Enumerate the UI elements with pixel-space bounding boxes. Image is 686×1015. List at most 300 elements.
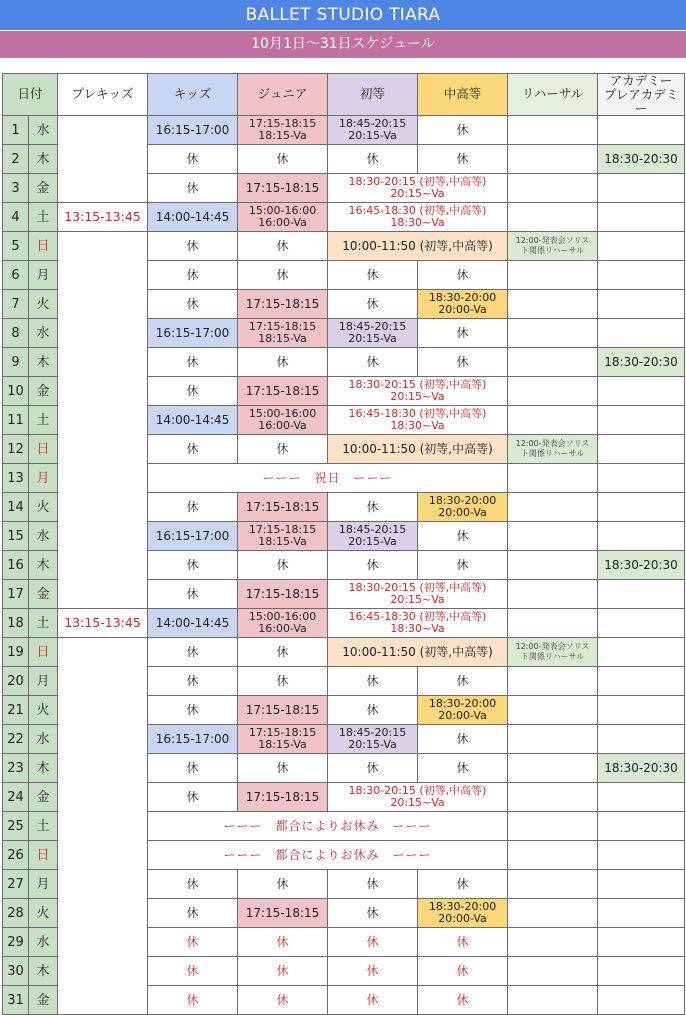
kids-cell: 休 [148, 696, 238, 725]
academy-cell [598, 522, 685, 551]
col-chukoto: 中高等 [418, 74, 508, 116]
chukoto-cell [418, 899, 508, 928]
pre-kids-cell: 13:15-13:45 [58, 609, 148, 638]
weekday: 金 [29, 174, 58, 203]
day-row [3, 232, 685, 261]
shoto-chukoto-cell [328, 377, 508, 406]
shoto-cell: 休 [328, 870, 418, 899]
shoto-cell: 休 [328, 290, 418, 319]
shoto-cell: 休 [328, 928, 418, 957]
shoto-chukoto-cell: 10:00-11:50 (初等,中高等) [328, 232, 508, 261]
weekday: 木 [29, 957, 58, 986]
junior-cell: 17:15-18:15 [238, 899, 328, 928]
shoto-cell: 休 [328, 261, 418, 290]
span-va: 20:15~Va [390, 796, 445, 810]
rehearsal-cell [508, 290, 598, 319]
span-time: 16:45-18:30 (初等,中高等) [348, 407, 487, 421]
col-rehearsal: リハーサル [508, 74, 598, 116]
junior-cell [238, 406, 328, 435]
schedule-subtitle: 10月1日〜31日スケジュール [0, 31, 686, 58]
weekday: 月 [29, 261, 58, 290]
academy-cell [598, 261, 685, 290]
academy-cell [598, 493, 685, 522]
rehearsal-cell [508, 522, 598, 551]
day-row [3, 203, 685, 232]
chukoto-cell: 休 [418, 145, 508, 174]
shoto-time: 18:45-20:15 [338, 523, 407, 537]
academy-cell [598, 174, 685, 203]
chukoto-va: 20:00-Va [438, 506, 487, 520]
rehearsal-cell [508, 986, 598, 1015]
junior-cell: 休 [238, 986, 328, 1015]
junior-va: 18:15-Va [258, 535, 307, 549]
academy-cell [598, 899, 685, 928]
pre-kids-cell [58, 116, 148, 203]
weekday: 木 [29, 348, 58, 377]
junior-cell: 休 [238, 145, 328, 174]
junior-cell: 17:15-18:15 [238, 783, 328, 812]
kids-cell: 14:00-14:45 [148, 406, 238, 435]
chukoto-cell: 休 [418, 928, 508, 957]
academy-cell [598, 232, 685, 261]
kids-cell: 16:15-17:00 [148, 725, 238, 754]
academy-cell: 18:30-20:30 [598, 551, 685, 580]
chukoto-time: 18:30-20:00 [428, 697, 497, 711]
chukoto-time: 18:30-20:00 [428, 494, 497, 508]
day-row [3, 116, 685, 145]
chukoto-va: 20:00-Va [438, 709, 487, 723]
date-number: 21 [3, 696, 29, 725]
rehearsal-cell [508, 754, 598, 783]
weekday: 木 [29, 754, 58, 783]
junior-time: 17:15-18:15 [248, 117, 317, 131]
rehearsal-line: 12:00-発表会ソリス [515, 236, 590, 246]
kids-cell: 16:15-17:00 [148, 116, 238, 145]
junior-cell: 休 [238, 667, 328, 696]
chukoto-cell: 休 [418, 725, 508, 754]
chukoto-cell: 休 [418, 116, 508, 145]
rehearsal-cell [508, 261, 598, 290]
rehearsal-line: ト関係リハーサル [520, 449, 585, 459]
kids-cell: 休 [148, 899, 238, 928]
date-number: 27 [3, 870, 29, 899]
junior-cell: 休 [238, 957, 328, 986]
kids-cell: 休 [148, 580, 238, 609]
weekday: 水 [29, 928, 58, 957]
date-number: 7 [3, 290, 29, 319]
date-number: 10 [3, 377, 29, 406]
rehearsal-cell [508, 957, 598, 986]
junior-cell: 休 [238, 638, 328, 667]
holiday-note: ーーー 祝日 ーーー [148, 464, 508, 493]
shoto-chukoto-cell [328, 783, 508, 812]
kids-cell: 休 [148, 261, 238, 290]
col-academy: アカデミー プレアカデミー [598, 74, 685, 116]
date-number: 28 [3, 899, 29, 928]
shoto-cell: 休 [328, 493, 418, 522]
date-number: 4 [3, 203, 29, 232]
kids-cell: 休 [148, 290, 238, 319]
date-number: 11 [3, 406, 29, 435]
col-day: 日付 [3, 74, 58, 116]
shoto-chukoto-cell [328, 203, 508, 232]
day-row [3, 638, 685, 667]
chukoto-time: 18:30-20:00 [428, 900, 497, 914]
chukoto-time: 18:30-20:00 [428, 291, 497, 305]
weekday: 木 [29, 145, 58, 174]
junior-va: 16:00-Va [258, 622, 307, 636]
junior-cell: 17:15-18:15 [238, 580, 328, 609]
junior-cell: 休 [238, 261, 328, 290]
academy-cell [598, 812, 685, 841]
junior-time: 15:00-16:00 [248, 407, 317, 421]
span-va: 20:15~Va [390, 187, 445, 201]
kids-cell: 16:15-17:00 [148, 319, 238, 348]
chukoto-cell: 休 [418, 667, 508, 696]
academy-cell [598, 609, 685, 638]
date-number: 30 [3, 957, 29, 986]
weekday: 土 [29, 203, 58, 232]
weekday: 火 [29, 290, 58, 319]
shoto-cell: 休 [328, 348, 418, 377]
rehearsal-line: 12:00-発表会ソリス [515, 439, 590, 449]
studio-title: BALLET STUDIO TIARA [0, 0, 686, 30]
junior-cell: 休 [238, 348, 328, 377]
rehearsal-cell [508, 116, 598, 145]
weekday: 日 [29, 435, 58, 464]
kids-cell: 休 [148, 783, 238, 812]
academy-cell [598, 203, 685, 232]
shoto-cell: 休 [328, 957, 418, 986]
kids-cell: 休 [148, 348, 238, 377]
kids-cell: 休 [148, 667, 238, 696]
shoto-cell [328, 116, 418, 145]
span-time: 18:30-20:15 (初等,中高等) [348, 175, 487, 189]
junior-cell [238, 203, 328, 232]
date-number: 20 [3, 667, 29, 696]
kids-cell: 休 [148, 957, 238, 986]
junior-cell: 休 [238, 232, 328, 261]
kids-cell: 休 [148, 145, 238, 174]
date-number: 29 [3, 928, 29, 957]
rehearsal-cell [508, 406, 598, 435]
junior-time: 17:15-18:15 [248, 320, 317, 334]
junior-cell: 17:15-18:15 [238, 377, 328, 406]
pre-kids-cell [58, 232, 148, 609]
weekday: 金 [29, 783, 58, 812]
academy-cell [598, 667, 685, 696]
shoto-cell: 休 [328, 986, 418, 1015]
rehearsal-cell [508, 145, 598, 174]
academy-cell [598, 783, 685, 812]
academy-cell: 18:30-20:30 [598, 145, 685, 174]
junior-cell [238, 609, 328, 638]
kids-cell: 休 [148, 638, 238, 667]
date-number: 6 [3, 261, 29, 290]
weekday: 金 [29, 377, 58, 406]
shoto-chukoto-cell [328, 406, 508, 435]
junior-cell [238, 116, 328, 145]
shoto-cell [328, 319, 418, 348]
kids-cell: 14:00-14:45 [148, 203, 238, 232]
kids-cell: 休 [148, 754, 238, 783]
col-kids: キッズ [148, 74, 238, 116]
date-number: 9 [3, 348, 29, 377]
date-number: 3 [3, 174, 29, 203]
col-junior: ジュニア [238, 74, 328, 116]
kids-cell: 休 [148, 435, 238, 464]
academy-cell [598, 319, 685, 348]
rehearsal-cell [508, 899, 598, 928]
kids-cell: 休 [148, 928, 238, 957]
rehearsal-cell [508, 174, 598, 203]
shoto-va: 20:15-Va [348, 535, 397, 549]
academy-cell: 18:30-20:30 [598, 754, 685, 783]
rehearsal-cell [508, 348, 598, 377]
junior-cell [238, 319, 328, 348]
chukoto-va: 20:00-Va [438, 912, 487, 926]
shoto-chukoto-cell [328, 609, 508, 638]
rehearsal-cell [508, 870, 598, 899]
rehearsal-line: ト関係リハーサル [520, 652, 585, 662]
junior-va: 16:00-Va [258, 216, 307, 230]
date-number: 16 [3, 551, 29, 580]
weekday: 月 [29, 667, 58, 696]
date-number: 19 [3, 638, 29, 667]
academy-cell: 18:30-20:30 [598, 348, 685, 377]
weekday: 月 [29, 870, 58, 899]
rehearsal-cell [508, 493, 598, 522]
academy-cell [598, 290, 685, 319]
span-time: 16:45-18:30 (初等,中高等) [348, 204, 487, 218]
weekday: 金 [29, 580, 58, 609]
pre-kids-cell [58, 638, 148, 1015]
rehearsal-cell [508, 609, 598, 638]
rehearsal-cell [508, 203, 598, 232]
date-number: 18 [3, 609, 29, 638]
chukoto-cell: 休 [418, 957, 508, 986]
academy-cell [598, 638, 685, 667]
junior-cell: 休 [238, 435, 328, 464]
shoto-cell: 休 [328, 899, 418, 928]
closed-note: ーーー 都合によりお休み ーーー [148, 812, 508, 841]
kids-cell: 休 [148, 232, 238, 261]
date-number: 5 [3, 232, 29, 261]
academy-cell [598, 580, 685, 609]
academy-cell [598, 841, 685, 870]
date-number: 25 [3, 812, 29, 841]
weekday: 水 [29, 319, 58, 348]
shoto-chukoto-cell [328, 174, 508, 203]
junior-cell: 休 [238, 928, 328, 957]
date-number: 26 [3, 841, 29, 870]
span-time: 16:45-18:30 (初等,中高等) [348, 610, 487, 624]
weekday: 日 [29, 841, 58, 870]
rehearsal-cell [508, 232, 598, 261]
weekday: 土 [29, 609, 58, 638]
span-va: 18:30~Va [390, 216, 445, 230]
weekday: 金 [29, 986, 58, 1015]
academy-cell [598, 464, 685, 493]
academy-cell [598, 435, 685, 464]
chukoto-cell: 休 [418, 986, 508, 1015]
span-va: 20:15~Va [390, 593, 445, 607]
chukoto-cell: 休 [418, 754, 508, 783]
weekday: 日 [29, 232, 58, 261]
rehearsal-line: ト関係リハーサル [520, 246, 585, 256]
rehearsal-cell [508, 580, 598, 609]
shoto-time: 18:45-20:15 [338, 117, 407, 131]
date-number: 14 [3, 493, 29, 522]
date-number: 12 [3, 435, 29, 464]
pre-kids-cell: 13:15-13:45 [58, 203, 148, 232]
span-va: 20:15~Va [390, 390, 445, 404]
date-number: 31 [3, 986, 29, 1015]
date-number: 22 [3, 725, 29, 754]
weekday: 火 [29, 696, 58, 725]
shoto-cell: 休 [328, 696, 418, 725]
junior-time: 17:15-18:15 [248, 726, 317, 740]
date-number: 15 [3, 522, 29, 551]
weekday: 火 [29, 493, 58, 522]
junior-cell: 17:15-18:15 [238, 696, 328, 725]
shoto-cell: 休 [328, 754, 418, 783]
date-number: 2 [3, 145, 29, 174]
rehearsal-cell [508, 841, 598, 870]
rehearsal-cell [508, 377, 598, 406]
academy-cell [598, 725, 685, 754]
date-number: 23 [3, 754, 29, 783]
weekday: 日 [29, 638, 58, 667]
weekday: 水 [29, 522, 58, 551]
kids-cell: 14:00-14:45 [148, 609, 238, 638]
academy-cell [598, 928, 685, 957]
date-number: 17 [3, 580, 29, 609]
rehearsal-cell [508, 928, 598, 957]
chukoto-cell: 休 [418, 261, 508, 290]
weekday: 水 [29, 725, 58, 754]
weekday: 土 [29, 406, 58, 435]
junior-cell: 17:15-18:15 [238, 290, 328, 319]
junior-cell [238, 725, 328, 754]
rehearsal-cell [508, 319, 598, 348]
academy-cell [598, 870, 685, 899]
date-number: 13 [3, 464, 29, 493]
span-time: 18:30-20:15 (初等,中高等) [348, 581, 487, 595]
schedule-table [2, 73, 685, 1015]
junior-va: 16:00-Va [258, 419, 307, 433]
kids-cell: 休 [148, 493, 238, 522]
rehearsal-cell [508, 464, 598, 493]
chukoto-cell [418, 290, 508, 319]
kids-cell: 休 [148, 174, 238, 203]
junior-cell: 17:15-18:15 [238, 174, 328, 203]
rehearsal-cell [508, 551, 598, 580]
chukoto-va: 20:00-Va [438, 303, 487, 317]
shoto-time: 18:45-20:15 [338, 726, 407, 740]
day-row [3, 609, 685, 638]
junior-va: 18:15-Va [258, 129, 307, 143]
span-time: 18:30-20:15 (初等,中高等) [348, 378, 487, 392]
span-va: 18:30~Va [390, 419, 445, 433]
col-pre-kids: プレキッズ [58, 74, 148, 116]
junior-cell: 休 [238, 870, 328, 899]
weekday: 火 [29, 899, 58, 928]
date-number: 24 [3, 783, 29, 812]
weekday: 木 [29, 551, 58, 580]
chukoto-cell: 休 [418, 319, 508, 348]
rehearsal-cell [508, 725, 598, 754]
shoto-cell: 休 [328, 145, 418, 174]
academy-cell [598, 957, 685, 986]
kids-cell: 16:15-17:00 [148, 522, 238, 551]
shoto-cell: 休 [328, 667, 418, 696]
shoto-cell [328, 725, 418, 754]
col-shoto: 初等 [328, 74, 418, 116]
junior-va: 18:15-Va [258, 738, 307, 752]
rehearsal-cell [508, 638, 598, 667]
kids-cell: 休 [148, 551, 238, 580]
academy-cell [598, 406, 685, 435]
kids-cell: 休 [148, 986, 238, 1015]
junior-time: 15:00-16:00 [248, 204, 317, 218]
chukoto-cell [418, 696, 508, 725]
chukoto-cell: 休 [418, 870, 508, 899]
shoto-va: 20:15-Va [348, 332, 397, 346]
span-time: 18:30-20:15 (初等,中高等) [348, 784, 487, 798]
chukoto-cell [418, 493, 508, 522]
junior-cell: 17:15-18:15 [238, 493, 328, 522]
shoto-cell: 休 [328, 551, 418, 580]
shoto-va: 20:15-Va [348, 129, 397, 143]
shoto-chukoto-cell [328, 580, 508, 609]
chukoto-cell: 休 [418, 551, 508, 580]
kids-cell: 休 [148, 377, 238, 406]
date-number: 8 [3, 319, 29, 348]
junior-va: 18:15-Va [258, 332, 307, 346]
weekday: 月 [29, 464, 58, 493]
junior-time: 17:15-18:15 [248, 523, 317, 537]
kids-cell: 休 [148, 870, 238, 899]
weekday: 水 [29, 116, 58, 145]
header-row [3, 74, 685, 116]
closed-note: ーーー 都合によりお休み ーーー [148, 841, 508, 870]
span-va: 18:30~Va [390, 622, 445, 636]
shoto-chukoto-cell: 10:00-11:50 (初等,中高等) [328, 638, 508, 667]
chukoto-cell: 休 [418, 522, 508, 551]
shoto-va: 20:15-Va [348, 738, 397, 752]
academy-cell [598, 986, 685, 1015]
junior-cell: 休 [238, 551, 328, 580]
rehearsal-cell [508, 667, 598, 696]
chukoto-cell: 休 [418, 348, 508, 377]
shoto-time: 18:45-20:15 [338, 320, 407, 334]
rehearsal-line: 12:00-発表会ソリス [515, 642, 590, 652]
rehearsal-cell [508, 435, 598, 464]
rehearsal-cell [508, 783, 598, 812]
shoto-chukoto-cell: 10:00-11:50 (初等,中高等) [328, 435, 508, 464]
weekday: 土 [29, 812, 58, 841]
rehearsal-cell [508, 812, 598, 841]
academy-cell [598, 116, 685, 145]
junior-cell [238, 522, 328, 551]
junior-cell: 休 [238, 754, 328, 783]
rehearsal-cell [508, 696, 598, 725]
shoto-cell [328, 522, 418, 551]
academy-cell [598, 696, 685, 725]
academy-cell [598, 377, 685, 406]
date-number: 1 [3, 116, 29, 145]
